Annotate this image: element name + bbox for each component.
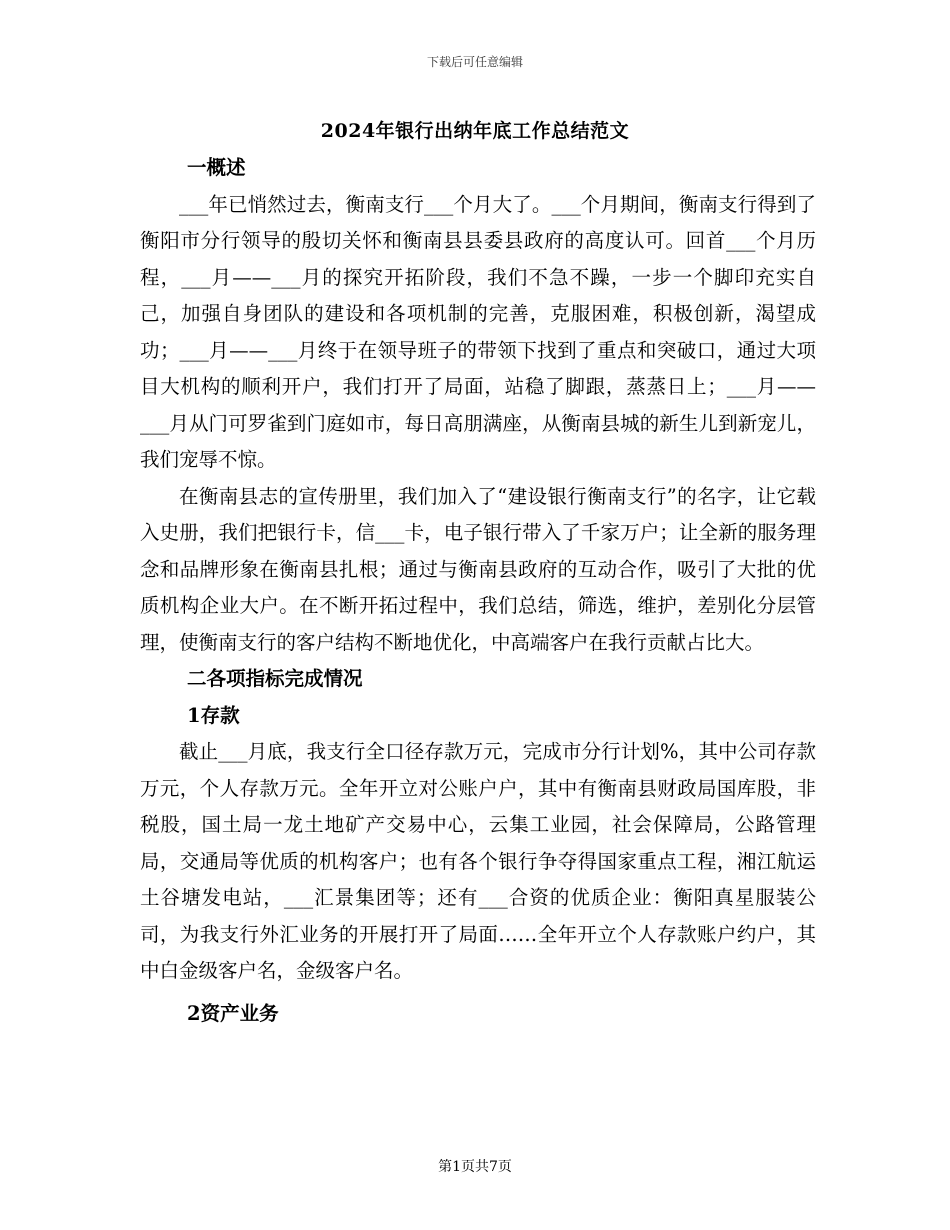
subsection-heading-deposits: 1存款 (187, 703, 240, 727)
paragraph: ___年已悄然过去，衡南支行___个月大了。___个月期间，衡南支行得到了衡阳市分行领导的殷切关怀和衡南县县委县政府的高度认可。回首___个月历程，___月——___月的探究开拓阶段，我们不急不躁，一步一个脚印充实自己，加强自身团队的建设和各项机制的完善，克服困难，积极创新，渴望成功；___月——___月终于在领导班子的带领下找到了重点和突破口，通过大项目大机构的顺利开户，我们打开了局面，站稳了脚跟，蒸蒸日上；___月——___月从门可罗雀到门庭如市，每日高朋满座，从衡南县城的新生儿到新宠儿，我们宠辱不惊。 (140, 192, 816, 471)
paragraph: 截止___月底，我支行全口径存款万元，完成市分行计划%，其中公司存款万元，个人存款万元。全年开立对公账户户，其中有衡南县财政局国库股，非税股，国土局一龙土地矿产交易中心，云集工业园，社会保障局，公路管理局，交通局等优质的机构客户；也有各个银行争夺得国家重点工程，湘江航运土谷塘发电站，___汇景集团等；还有___合资的优质企业：衡阳真星服装公司，为我支行外汇业务的开展打开了局面……全年开立个人存款账户约户，其中白金级客户名，金级客户名。 (140, 740, 816, 982)
section-heading-overview: 一概述 (187, 156, 246, 179)
page-footer: 第1页共7页 (438, 1159, 512, 1175)
section-heading-indicators: 二各项指标完成情况 (187, 667, 363, 690)
subsection-heading-assets: 2资产业务 (187, 1001, 279, 1025)
document-title: 2024年银行出纳年底工作总结范文 (320, 120, 630, 142)
document-body (140, 150, 816, 1032)
page-header: 下载后可任意编辑 (426, 55, 523, 69)
paragraph: 在衡南县志的宣传册里，我们加入了“建设银行衡南支行”的名字，让它载入史册，我们把银行卡，信___卡，电子银行带入了千家万户；让全新的服务理念和品牌形象在衡南县扎根；通过与衡南县政府的互动合作，吸引了大批的优质机构企业大户。在不断开拓过程中，我们总结，筛选，维护，差别化分层管理，使衡南支行的客户结构不断地优化，中高端客户在我行贡献占比大。 (140, 484, 816, 654)
